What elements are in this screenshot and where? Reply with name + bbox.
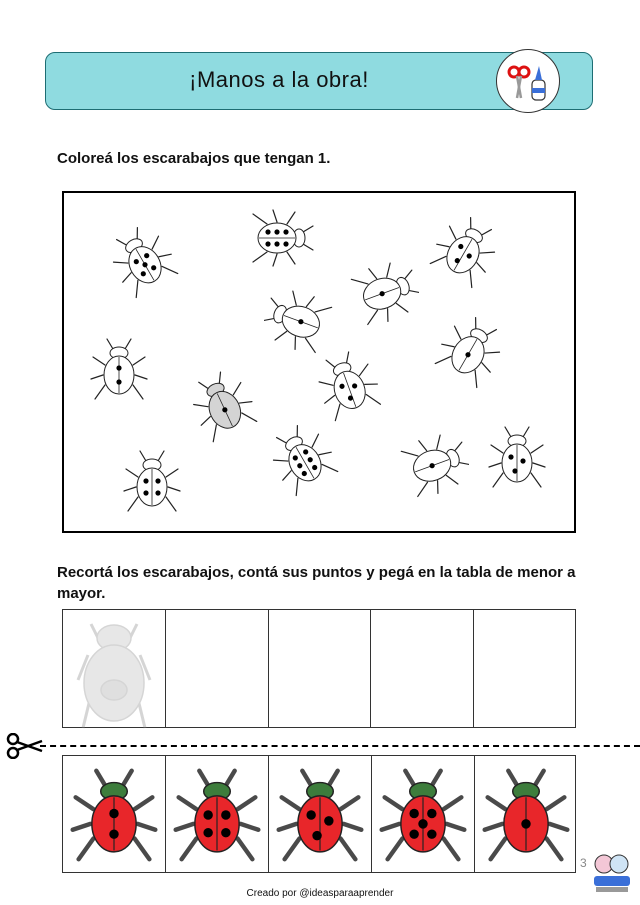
ladybug[interactable] <box>269 756 371 874</box>
beetle[interactable] <box>109 223 179 303</box>
answer-cell[interactable] <box>269 610 372 727</box>
beetle[interactable] <box>189 368 259 448</box>
cut-out-cell[interactable] <box>269 756 372 872</box>
ladybug[interactable] <box>475 756 577 874</box>
beetle[interactable] <box>117 445 187 525</box>
ladybug[interactable] <box>372 756 474 874</box>
cut-out-cell[interactable] <box>372 756 475 872</box>
beetle[interactable] <box>269 421 339 501</box>
beetle[interactable] <box>429 213 499 293</box>
scissors-icon <box>6 733 46 763</box>
answer-cell[interactable] <box>63 610 166 727</box>
answer-table <box>62 609 576 728</box>
beetle[interactable] <box>314 348 384 428</box>
activity2-instruction: Recortá los escarabajos, contá sus puntos y pegá en la tabla de menor a mayor. <box>57 564 576 602</box>
cut-out-table <box>62 755 576 873</box>
beetle[interactable] <box>482 421 552 501</box>
answer-cell[interactable] <box>474 610 576 727</box>
ladybug[interactable] <box>166 756 268 874</box>
ladybug[interactable] <box>63 756 165 874</box>
beetle[interactable] <box>349 253 419 333</box>
page-number: 3 <box>580 856 587 870</box>
beetle[interactable] <box>399 425 469 505</box>
activity1-instruction: Coloreá los escarabajos que tengan 1. <box>57 150 331 167</box>
answer-cell[interactable] <box>166 610 269 727</box>
cut-out-cell[interactable] <box>166 756 269 872</box>
answer-cell[interactable] <box>371 610 474 727</box>
title-banner <box>45 52 593 110</box>
page-title: ¡Manos a la obra! <box>189 67 369 92</box>
beetle[interactable] <box>244 198 314 278</box>
cut-out-cell[interactable] <box>475 756 577 872</box>
cut-line <box>40 745 640 747</box>
beetle-placeholder-icon <box>63 610 165 729</box>
credit-line: Creado por @ideasparaaprender <box>246 888 394 899</box>
beetle[interactable] <box>434 313 504 393</box>
scissors-and-glue-icon <box>496 49 560 113</box>
beetle-coloring-area <box>62 191 576 533</box>
beetle[interactable] <box>84 333 154 413</box>
cut-out-cell[interactable] <box>63 756 166 872</box>
